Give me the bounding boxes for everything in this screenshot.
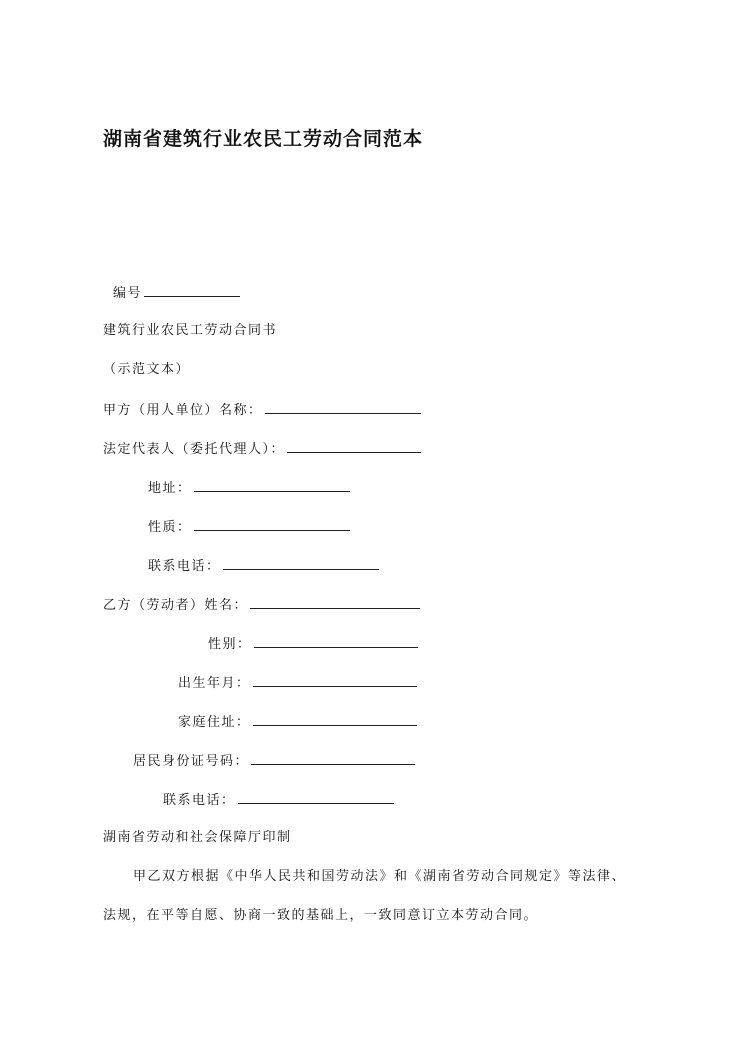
party-a-nature-field[interactable] xyxy=(194,518,350,531)
party-b-home-row xyxy=(178,713,417,731)
party-a-rep-field[interactable] xyxy=(287,440,421,453)
contract-name: 建筑行业农民工劳动合同书 xyxy=(103,323,278,338)
party-b-phone-label: 联系电话： xyxy=(163,793,236,808)
party-b-home-label: 家庭住址： xyxy=(178,715,251,730)
party-b-gender-field[interactable] xyxy=(254,635,418,648)
party-b-birth-label: 出生年月： xyxy=(178,676,251,691)
party-b-name-label: 乙方（劳动者）姓名： xyxy=(103,598,249,613)
party-b-gender-row xyxy=(208,635,418,653)
party-b-name-row xyxy=(103,596,420,614)
party-b-birth-row xyxy=(178,674,417,692)
party-b-name-field[interactable] xyxy=(250,596,420,609)
intro-paragraph-line-2: 法规，在平等自愿、协商一致的基础上，一致同意订立本劳动合同。 xyxy=(103,908,539,923)
party-b-phone-row xyxy=(163,791,394,809)
document-title: 湖南省建筑行业农民工劳动合同范本 xyxy=(103,128,424,150)
party-b-gender-label: 性别： xyxy=(208,637,252,652)
party-a-nature-label: 性质： xyxy=(148,520,192,535)
party-b-phone-field[interactable] xyxy=(238,791,394,804)
party-a-name-label: 甲方（用人单位）名称： xyxy=(103,403,263,418)
party-b-id-field[interactable] xyxy=(251,752,415,765)
party-a-name-field[interactable] xyxy=(265,401,421,414)
template-note: （示范文本） xyxy=(103,362,191,377)
party-b-birth-field[interactable] xyxy=(253,674,417,687)
party-b-id-row xyxy=(133,752,415,770)
party-a-name-row xyxy=(103,401,421,419)
printer-note: 湖南省劳动和社会保障厅印制 xyxy=(103,830,292,845)
intro-paragraph-line-1: 甲乙双方根据《中华人民共和国劳动法》和《湖南省劳动合同规定》等法律、 xyxy=(133,869,627,884)
party-a-rep-label: 法定代表人（委托代理人）： xyxy=(103,442,286,457)
party-a-phone-row xyxy=(148,557,379,575)
number-label: 编号 xyxy=(113,286,143,301)
party-a-address-label: 地址： xyxy=(148,481,192,496)
number-field[interactable] xyxy=(144,284,240,297)
party-b-home-field[interactable] xyxy=(253,713,417,726)
number-row xyxy=(113,284,240,302)
party-a-address-field[interactable] xyxy=(194,479,350,492)
party-a-phone-label: 联系电话： xyxy=(148,559,221,574)
party-a-address-row xyxy=(148,479,350,497)
party-b-id-label: 居民身份证号码： xyxy=(133,754,250,769)
party-a-phone-field[interactable] xyxy=(223,557,379,570)
party-a-rep-row xyxy=(103,440,421,458)
party-a-nature-row xyxy=(148,518,350,536)
